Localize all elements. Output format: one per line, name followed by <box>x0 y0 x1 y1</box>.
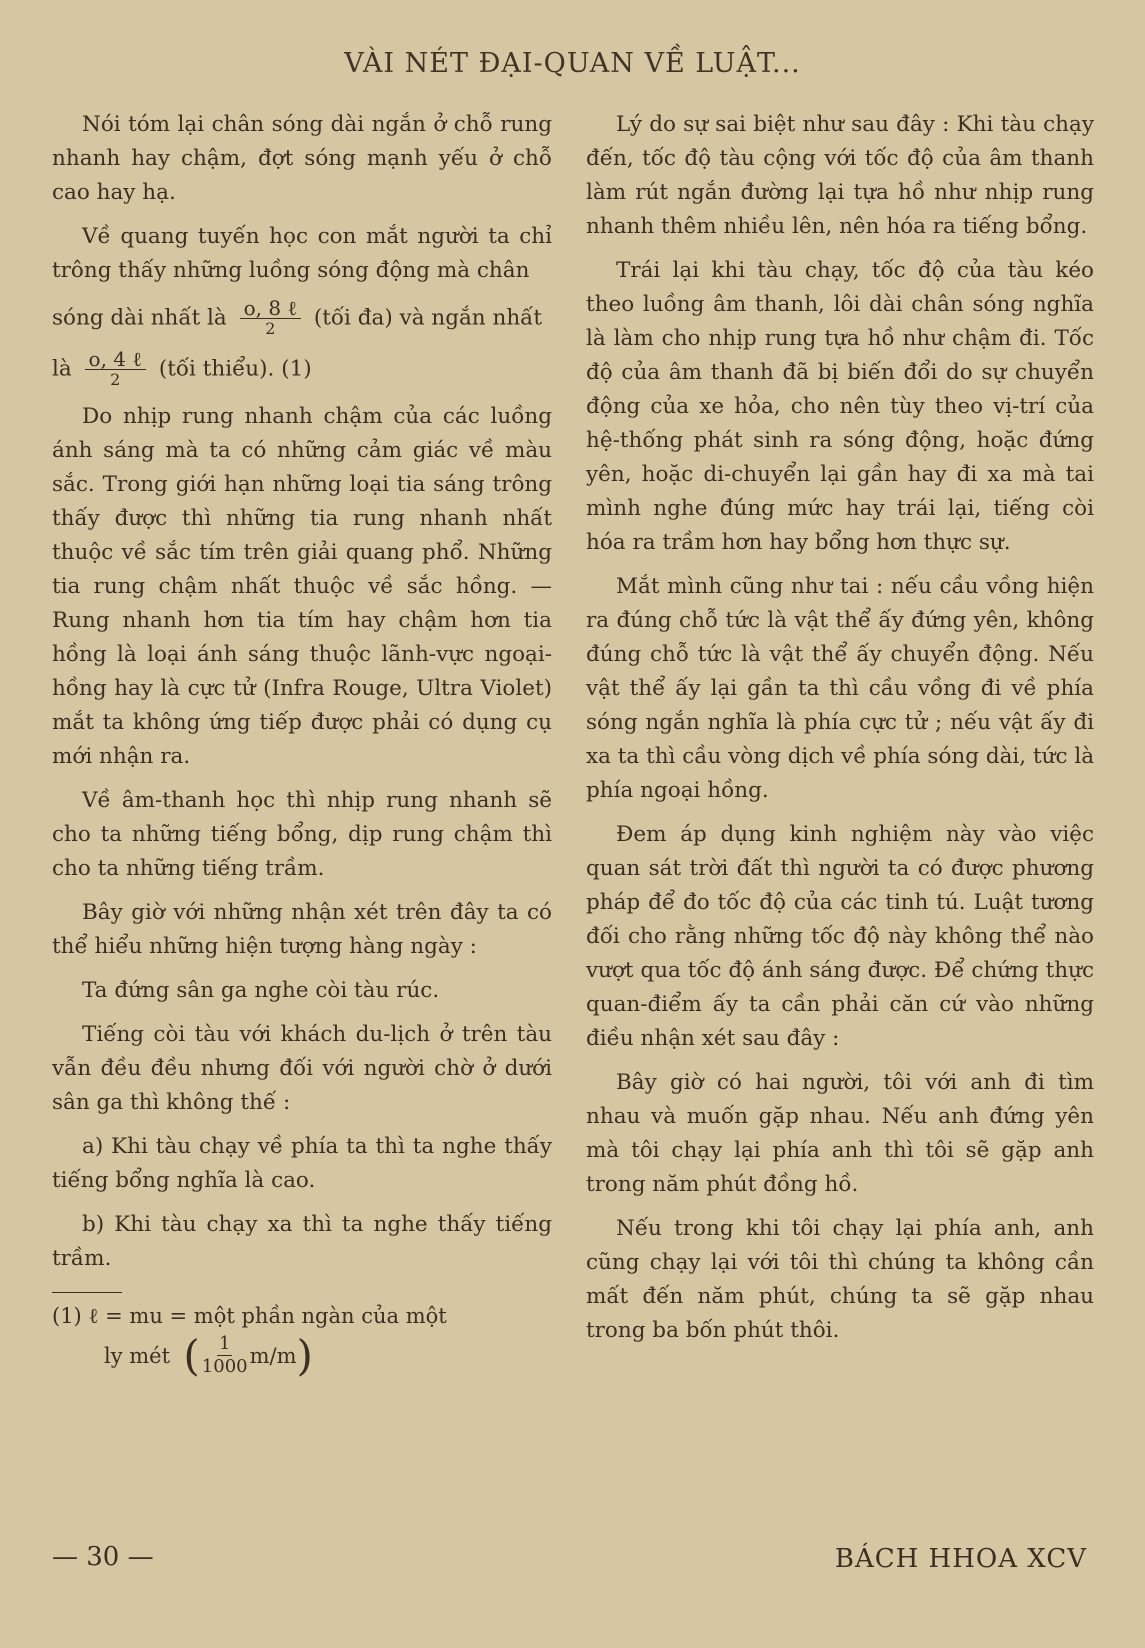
paragraph: Nói tóm lại chân sóng dài ngắn ở chỗ rung nhanh hay chậm, đợt sóng mạnh yếu ở chỗ cao hay hạ. <box>52 112 552 205</box>
footnote-rule <box>52 1292 122 1293</box>
paragraph-formula-min: là $\frac{\text{o, 4 ℓ}}{2}$ (tối thiểu). (1) <box>52 347 312 389</box>
footnote-formula: ly mét ( $\frac{1}{1000}$ m/m ) <box>104 1330 313 1380</box>
paragraph: Lý do sự sai biệt như sau đây : Khi tàu chạy đến, tốc độ tàu cộng với tốc độ của âm thanh làm rút ngắn đường lại tựa hồ như nhịp rung nhanh thêm nhiều lên, nên hóa ra tiếng bổng. <box>586 112 1094 239</box>
paragraph-formula-max: sóng dài nhất là $\frac{\text{o, 8 ℓ}}{2}$ (tối đa) và ngắn nhất <box>52 296 542 338</box>
paragraph: Do nhịp rung nhanh chậm của các luồng ánh sáng mà ta có những cảm giác về màu sắc. Trong giới hạn những loại tia sáng trông thấy được thì những tia rung nhanh nhất thuộc về sắc tím trên giải quang phổ. Những tia rung chậm nhất thuộc về sắc hồng. — Rung nhanh hơn tia tím hay chậm hơn tia hồng là loại ánh sáng thuộc lãnh-vực ngoại-hồng hay là cực tử (Infra Rouge, Ultra Violet) mắt ta không ứng tiếp được phải có dụng cụ mới nhận ra. <box>52 404 552 769</box>
paragraph: Đem áp dụng kinh nghiệm này vào việc quan sát trời đất thì người ta có được phương pháp để đo tốc độ của các tinh tú. Luật tương đối cho rằng những tốc độ này không thể nào vượt qua tốc độ ánh sáng được. Để chứng thực quan-điểm ấy ta cần phải căn cứ vào những điều nhận xét sau đây : <box>586 822 1094 1051</box>
footnote-line: (1) ℓ = mu = một phần ngàn của một <box>52 1304 447 1328</box>
footnote <box>52 1299 552 1378</box>
paragraph: Bây giờ với những nhận xét trên đây ta có thể hiểu những hiện tượng hàng ngày : <box>52 900 552 959</box>
footnote-fraction: $\frac{1}{1000}$ <box>201 1333 248 1377</box>
paragraph: Nếu trong khi tôi chạy lại phía anh, anh cũng chạy lại với tôi thì chúng ta không cần mất đến năm phút, chúng ta sẽ gặp nhau trong ba bốn phút thôi. <box>586 1216 1094 1343</box>
magazine-name: BÁCH HHOA XCV <box>834 1544 1087 1574</box>
paragraph: Về quang tuyến học con mắt người ta chỉ trông thấy những luồng sóng động mà chân <box>52 224 552 283</box>
right-column <box>586 108 1094 1358</box>
fraction-min: $\frac{\text{o, 4 ℓ}}{2}$ <box>85 349 146 390</box>
paragraph: Ta đứng sân ga nghe còi tàu rúc. <box>82 978 440 1003</box>
running-header: VÀI NÉT ĐẠI-QUAN VỀ LUẬT... <box>344 48 801 79</box>
left-column <box>52 108 552 1378</box>
paragraph: b) Khi tàu chạy xa thì ta nghe thấy tiếng trầm. <box>52 1212 552 1271</box>
paragraph: Tiếng còi tàu với khách du-lịch ở trên tàu vẫn đều đều nhưng đối với người chờ ở dưới sân ga thì không thế : <box>52 1022 552 1115</box>
paragraph: Mắt mình cũng như tai : nếu cầu vồng hiện ra đúng chỗ tức là vật thể ấy đứng yên, không đúng chỗ tức là vật thể ấy chuyển động. Nếu vật thể ấy lại gần ta thì cầu vồng đi về phía sóng ngắn nghĩa là phía cực tử ; nếu vật ấy đi xa ta thì cầu vòng dịch về phía sóng dài, tức là phía ngoại hồng. <box>586 574 1095 803</box>
paragraph: Trái lại khi tàu chạy, tốc độ của tàu kéo theo luồng âm thanh, lôi dài chân sóng nghĩa là làm cho nhịp rung tựa hồ như chậm đi. Tốc độ của âm thanh đã bị biến đổi do sự chuyển động của xe hỏa, cho nên tùy theo vị-trí của hệ-thống phát sinh ra sóng động, hoặc đứng yên, hoặc di-chuyển lại gần hay đi xa mà tai mình nghe đúng mức hay trái lại, tiếng còi hóa ra trầm hơn hay bổng hơn thực sự. <box>586 258 1094 555</box>
paragraph: Bây giờ có hai người, tôi với anh đi tìm nhau và muốn gặp nhau. Nếu anh đứng yên mà tôi chạy lại phía anh thì tôi sẽ gặp anh trong năm phút đồng hồ. <box>586 1070 1094 1197</box>
paragraph: Về âm-thanh học thì nhịp rung nhanh sẽ cho ta những tiếng bổng, dịp rung chậm thì cho ta những tiếng trầm. <box>52 788 552 881</box>
page-number: — 30 — <box>52 1542 154 1572</box>
fraction-max: $\frac{\text{o, 8 ℓ}}{2}$ <box>240 298 301 339</box>
paragraph: a) Khi tàu chạy về phía ta thì ta nghe thấy tiếng bổng nghĩa là cao. <box>52 1134 552 1193</box>
